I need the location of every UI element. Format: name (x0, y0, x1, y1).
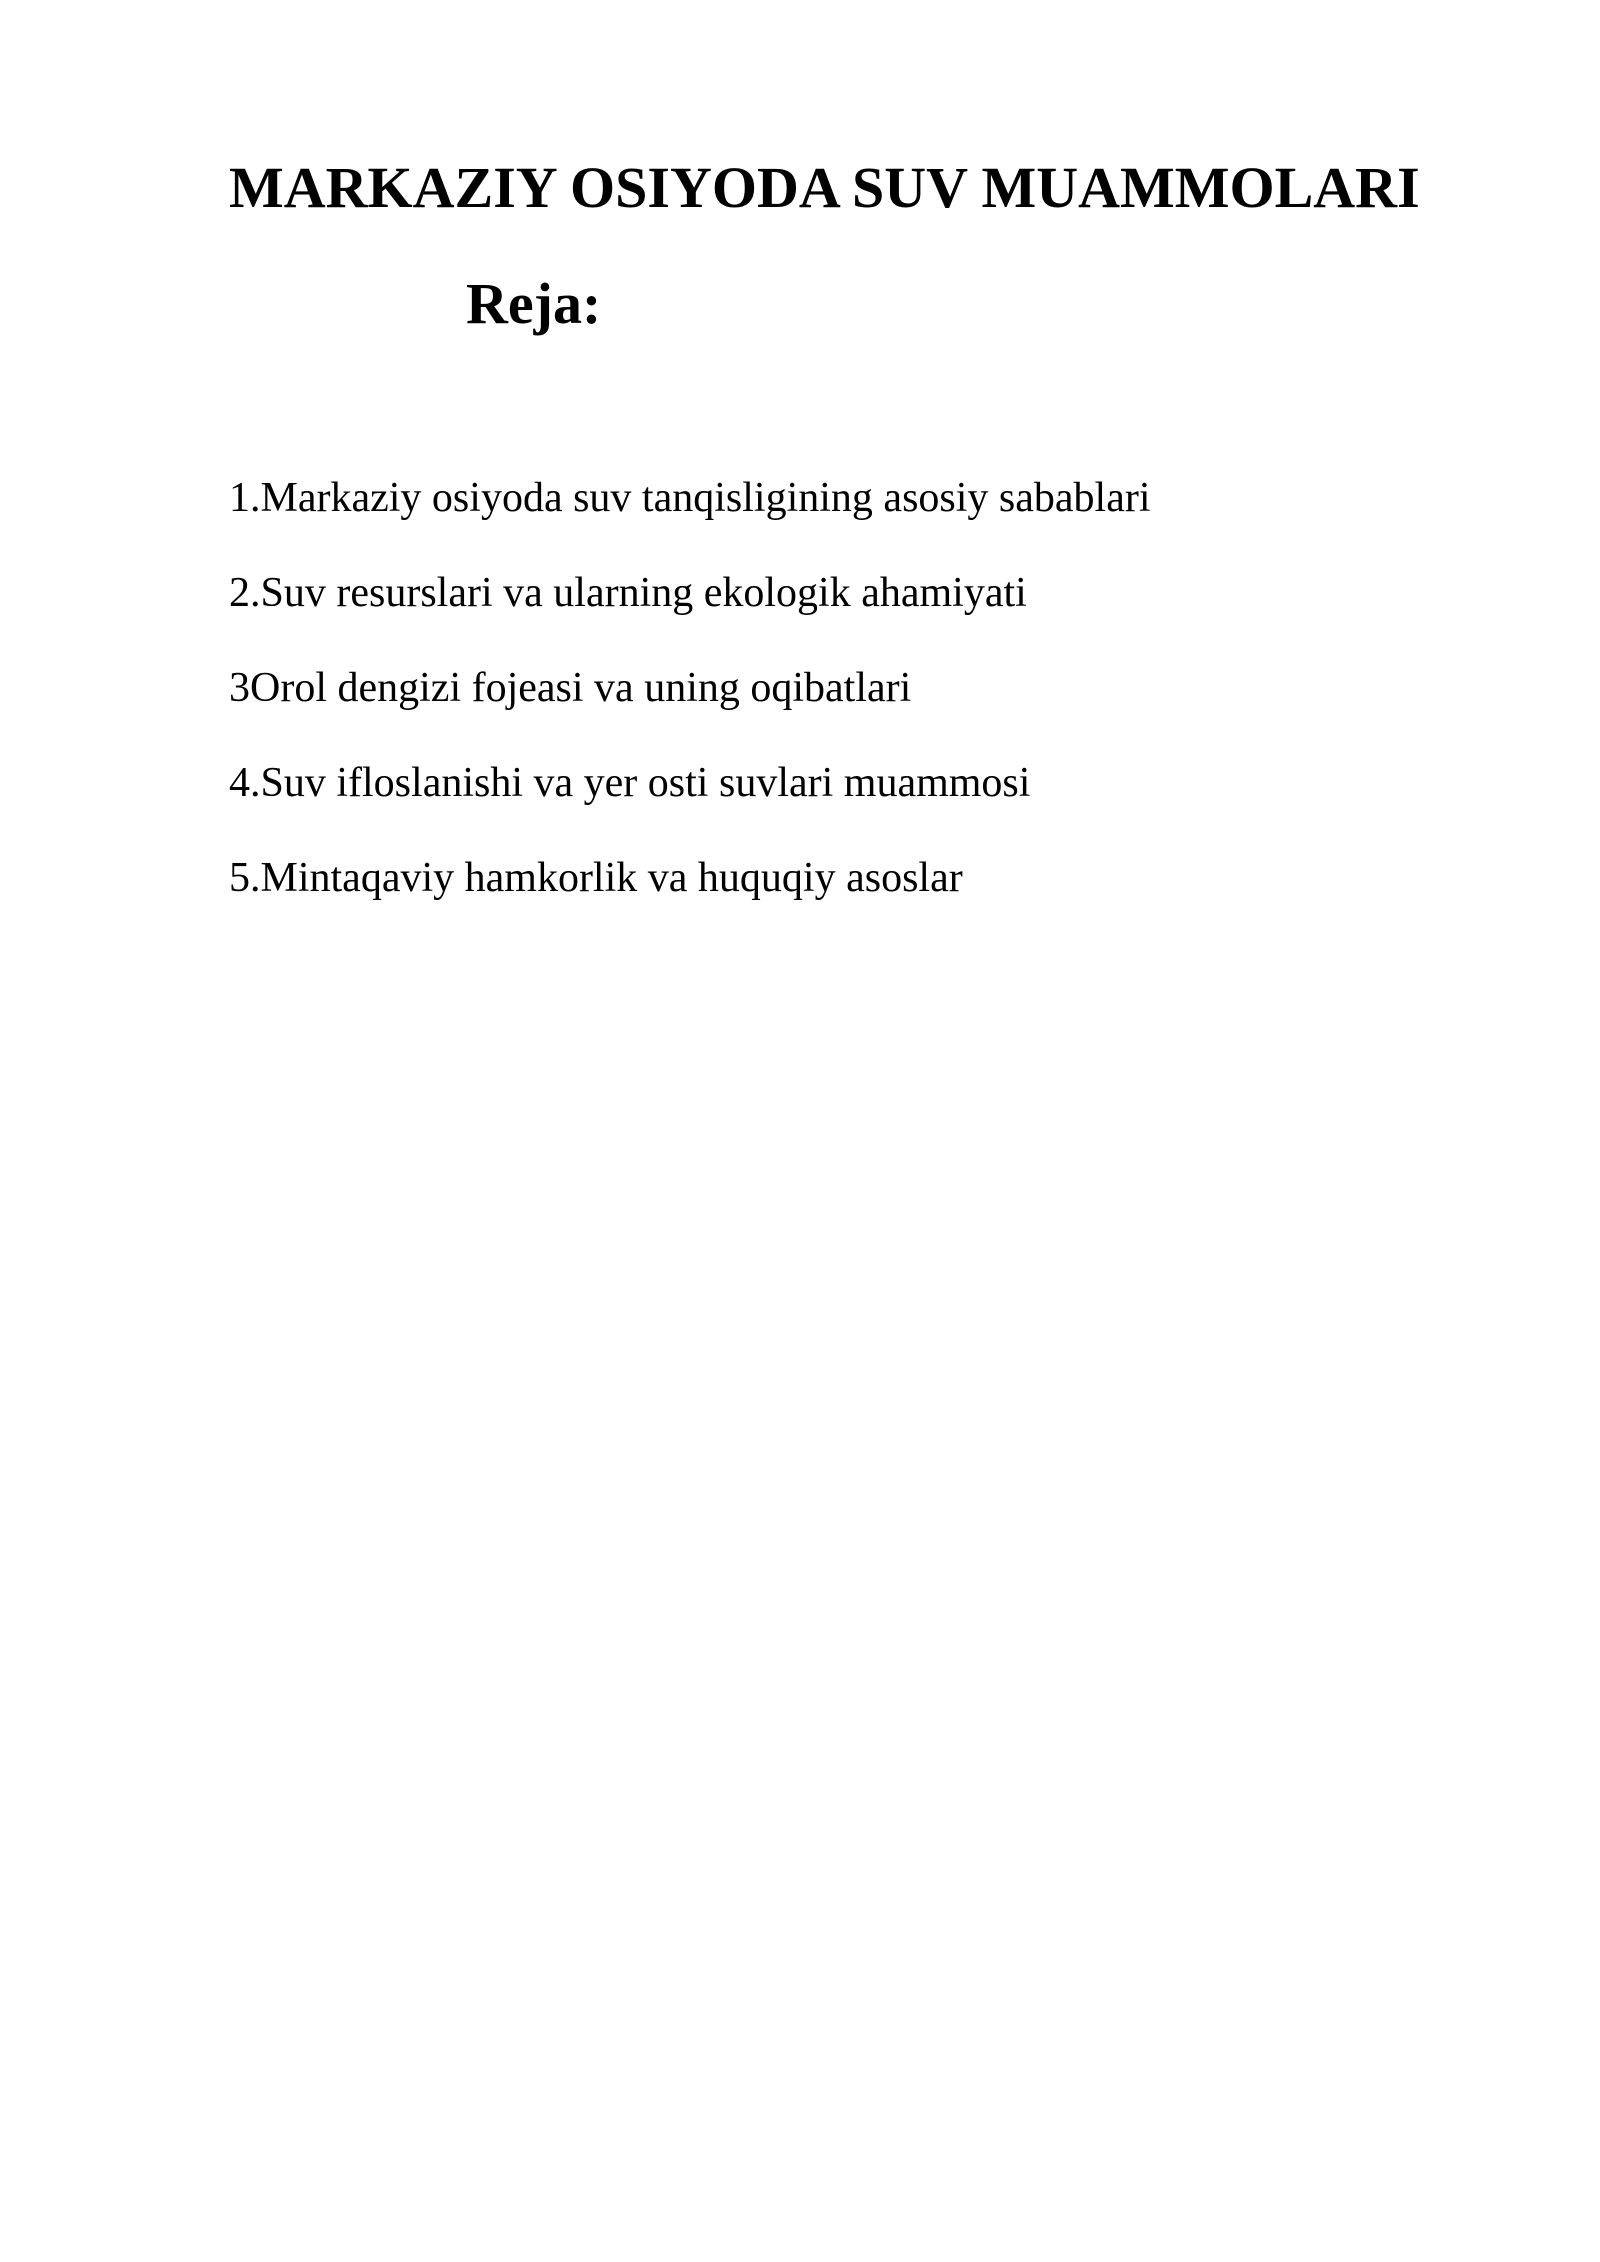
plan-list (229, 470, 1151, 945)
plan-heading: Reja: (466, 271, 602, 336)
plan-item: 5.Mintaqaviy hamkorlik va huquqiy asoslar (229, 855, 963, 901)
plan-item: 2.Suv resurslari va ularning ekologik ahamiyati (229, 570, 1027, 616)
document-title: MARKAZIY OSIYODA SUV MUAMMOLARI (229, 155, 1420, 220)
plan-item: 1.Markaziy osiyoda suv tanqisligining asosiy sabablari (229, 475, 1151, 521)
plan-item: 3Orol dengizi fojeasi va uning oqibatlari (229, 665, 912, 711)
plan-item: 4.Suv ifloslanishi va yer osti suvlari muammosi (229, 760, 1031, 806)
